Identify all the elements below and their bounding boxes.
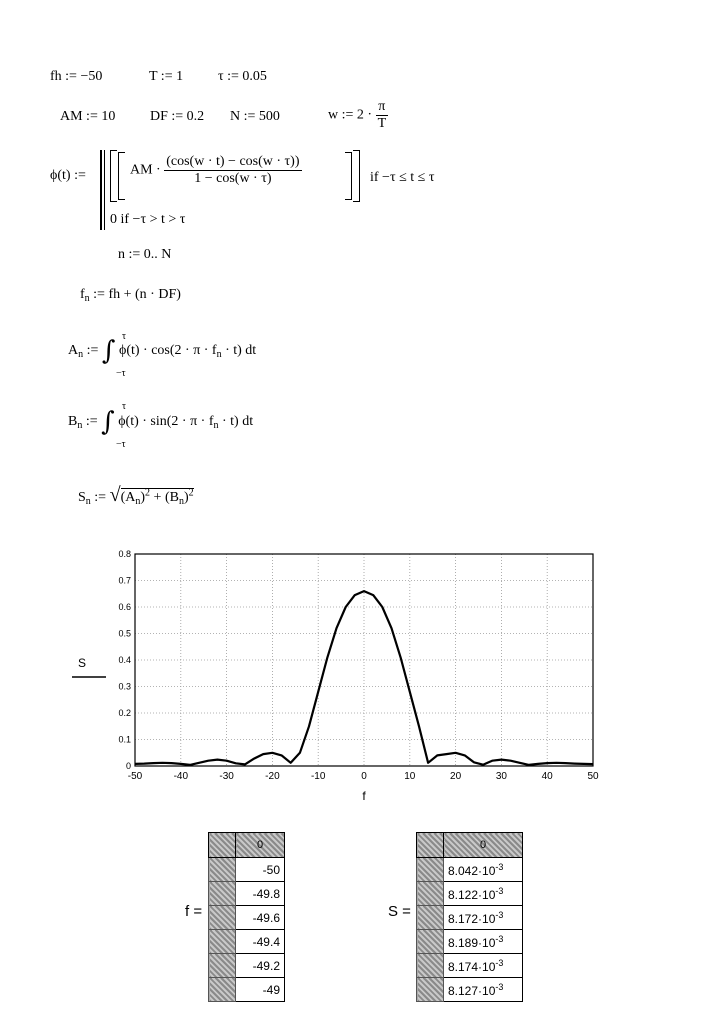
x-tick-label: 0 [361, 771, 367, 782]
fn-rhs: := fh + (n · DF) [93, 287, 181, 302]
sqrt-icon: √ [109, 484, 121, 506]
row-index-cell [417, 906, 444, 930]
Bn-body-end: · t) dt [222, 414, 254, 430]
S-base: ·10 [478, 983, 496, 998]
w-fraction [376, 99, 389, 132]
phi-numerator: (cos(w · t) − cos(w · τ)) [166, 154, 300, 169]
f-value-cell[interactable]: -49 [236, 978, 285, 1002]
w-numerator: π [376, 99, 389, 116]
f-table[interactable] [208, 832, 285, 1002]
phi-fraction [164, 154, 301, 187]
An-lhs: A [68, 343, 79, 359]
table-row [209, 978, 285, 1002]
tau-definition[interactable]: τ := 0.05 [218, 69, 267, 84]
S-exponent: -3 [495, 933, 504, 944]
Bn-lhs: B [68, 414, 78, 430]
x-tick-label: 20 [450, 771, 462, 782]
An-upper-limit: τ [122, 331, 127, 342]
f-value-cell[interactable]: -49.4 [236, 930, 285, 954]
S-value-cell[interactable] [444, 930, 523, 954]
row-index-cell [209, 978, 236, 1002]
f-table-corner [209, 833, 236, 858]
table-row [209, 954, 285, 978]
table-row [209, 906, 285, 930]
An-assign: := [86, 343, 99, 359]
f-value-cell[interactable]: -49.8 [236, 882, 285, 906]
x-tick-label: -30 [219, 771, 234, 782]
x-tick-label: -20 [265, 771, 280, 782]
S-base: ·10 [478, 887, 496, 902]
Bn-body-sub: n [213, 420, 219, 432]
S-base: ·10 [478, 959, 496, 974]
Sn-plus: + [153, 490, 162, 505]
row-index-cell [209, 858, 236, 882]
phi-program-bar-inner [104, 150, 105, 230]
S-table-col-header: 0 [444, 833, 523, 858]
Bn-sub: n [77, 420, 83, 432]
table-row [417, 978, 523, 1002]
S-value-cell[interactable] [444, 978, 523, 1002]
An-body-end: · t) dt [225, 343, 257, 359]
Bn-definition[interactable] [68, 407, 253, 437]
y-tick-label: 0.1 [118, 734, 131, 745]
x-tick-label: 10 [404, 771, 416, 782]
spectrum-chart[interactable] [0, 545, 704, 845]
An-body: ϕ(t) · cos(2 · π · f [118, 343, 217, 359]
An-body-sub: n [216, 349, 222, 361]
S-value-cell[interactable] [444, 906, 523, 930]
S-exponent: -3 [495, 909, 504, 920]
row-index-cell [417, 882, 444, 906]
f-value-cell[interactable]: -49.2 [236, 954, 285, 978]
T-definition[interactable]: T := 1 [149, 69, 184, 84]
row-index-cell [209, 882, 236, 906]
f-value-cell[interactable]: -49.6 [236, 906, 285, 930]
S-mantissa: 8.127 [448, 983, 479, 998]
Bn-lower-limit: −τ [116, 439, 126, 450]
S-mantissa: 8.042 [448, 863, 479, 878]
y-tick-label: 0.8 [118, 549, 131, 559]
row-index-cell [417, 930, 444, 954]
S-base: ·10 [478, 935, 496, 950]
S-base: ·10 [478, 863, 496, 878]
Sn-assign: := [94, 490, 107, 505]
x-tick-label: -40 [173, 771, 189, 782]
row-index-cell [209, 954, 236, 978]
S-exponent: -3 [495, 981, 504, 992]
Sn-radicand: $(A_n)^2 + (B_n)^2$ [120, 487, 194, 507]
x-tick-label: -10 [310, 771, 326, 782]
S-exponent: -3 [495, 885, 504, 896]
fn-sub: n [84, 293, 90, 304]
Bn-body: ϕ(t) · sin(2 · π · f [118, 414, 214, 430]
table-row [417, 954, 523, 978]
S-mantissa: 8.122 [448, 887, 479, 902]
row-index-cell [209, 930, 236, 954]
N-definition[interactable]: N := 500 [230, 109, 280, 124]
table-row [209, 882, 285, 906]
S-value-cell[interactable] [444, 954, 523, 978]
Bn-upper-limit: τ [122, 401, 127, 412]
row-index-cell [417, 978, 444, 1002]
y-tick-label: 0.4 [118, 655, 131, 665]
y-tick-label: 0.6 [118, 602, 131, 612]
table-row [417, 930, 523, 954]
w-lhs: w := 2 · [328, 107, 373, 123]
Sn-b-sub: n [178, 496, 184, 507]
row-index-cell [417, 858, 444, 882]
table-row [209, 930, 285, 954]
row-index-cell [209, 906, 236, 930]
table-row [417, 858, 523, 882]
S-table-label: S = [388, 903, 411, 920]
f-table-col-header: 0 [236, 833, 285, 858]
phi-lhs[interactable]: ϕ(t) := [50, 168, 86, 183]
S-base: ·10 [478, 911, 496, 926]
row-index-cell [417, 954, 444, 978]
w-denominator: T [377, 116, 387, 131]
Sn-sub: n [85, 496, 91, 507]
An-definition[interactable] [68, 336, 256, 366]
Bn-integral-sign: ∫ [101, 407, 115, 437]
y-tick-label: 0.5 [118, 628, 131, 639]
AM-definition[interactable]: AM := 10 [60, 109, 116, 124]
table-row [417, 906, 523, 930]
Sn-lhs: S [78, 490, 86, 505]
Sn-a-sq: 2 [145, 487, 151, 499]
x-axis-label: f [362, 789, 366, 803]
S-table-corner [417, 833, 444, 858]
fn-definition[interactable] [80, 287, 181, 304]
phi-case1-expression[interactable] [130, 154, 302, 187]
phi-case2[interactable]: 0 if −τ > t > τ [110, 212, 186, 227]
x-tick-label: 30 [495, 771, 507, 782]
w-definition[interactable] [328, 99, 388, 132]
y-tick-label: 0.7 [118, 575, 131, 586]
x-tick-label: 50 [587, 771, 599, 782]
table-row [209, 858, 285, 882]
Bn-assign: := [85, 414, 98, 430]
phi-denominator: 1 − cos(w · τ) [194, 171, 272, 186]
S-table[interactable] [416, 832, 523, 1002]
y-tick-label: 0 [125, 761, 131, 771]
range-definition[interactable]: n := 0.. N [118, 247, 172, 262]
An-integral-sign: ∫ [101, 336, 116, 366]
S-mantissa: 8.189 [448, 935, 479, 950]
x-tick-label: 40 [541, 771, 553, 782]
x-tick-label: -50 [127, 771, 143, 782]
Sn-a-sub: n [135, 496, 141, 507]
Sn-a: (A [120, 490, 136, 505]
y-axis-label: S [78, 656, 87, 670]
S-mantissa: 8.174 [448, 959, 479, 974]
S-value-cell[interactable] [444, 882, 523, 906]
fh-definition[interactable]: fh := −50 [50, 69, 103, 84]
phi-case1-condition: if −τ ≤ t ≤ τ [370, 170, 435, 185]
f-table-label: f = [185, 903, 203, 920]
An-lower-limit: −τ [116, 368, 126, 379]
y-tick-label: 0.3 [118, 681, 131, 692]
S-value-cell[interactable] [444, 858, 523, 882]
Sn-b-sq: 2 [188, 487, 194, 499]
f-value-cell[interactable]: -50 [236, 858, 285, 882]
S-mantissa: 8.172 [448, 911, 479, 926]
phi-am: AM · [130, 162, 161, 178]
An-sub: n [78, 349, 84, 361]
Sn-definition[interactable] [78, 484, 194, 507]
y-tick-label: 0.2 [118, 708, 131, 718]
S-exponent: -3 [495, 861, 504, 872]
table-row [417, 882, 523, 906]
DF-definition[interactable]: DF := 0.2 [150, 109, 205, 124]
Sn-b: (B [164, 490, 179, 505]
phi-program-bar [100, 150, 102, 230]
fn-lhs: f [80, 287, 85, 302]
S-exponent: -3 [495, 957, 504, 968]
